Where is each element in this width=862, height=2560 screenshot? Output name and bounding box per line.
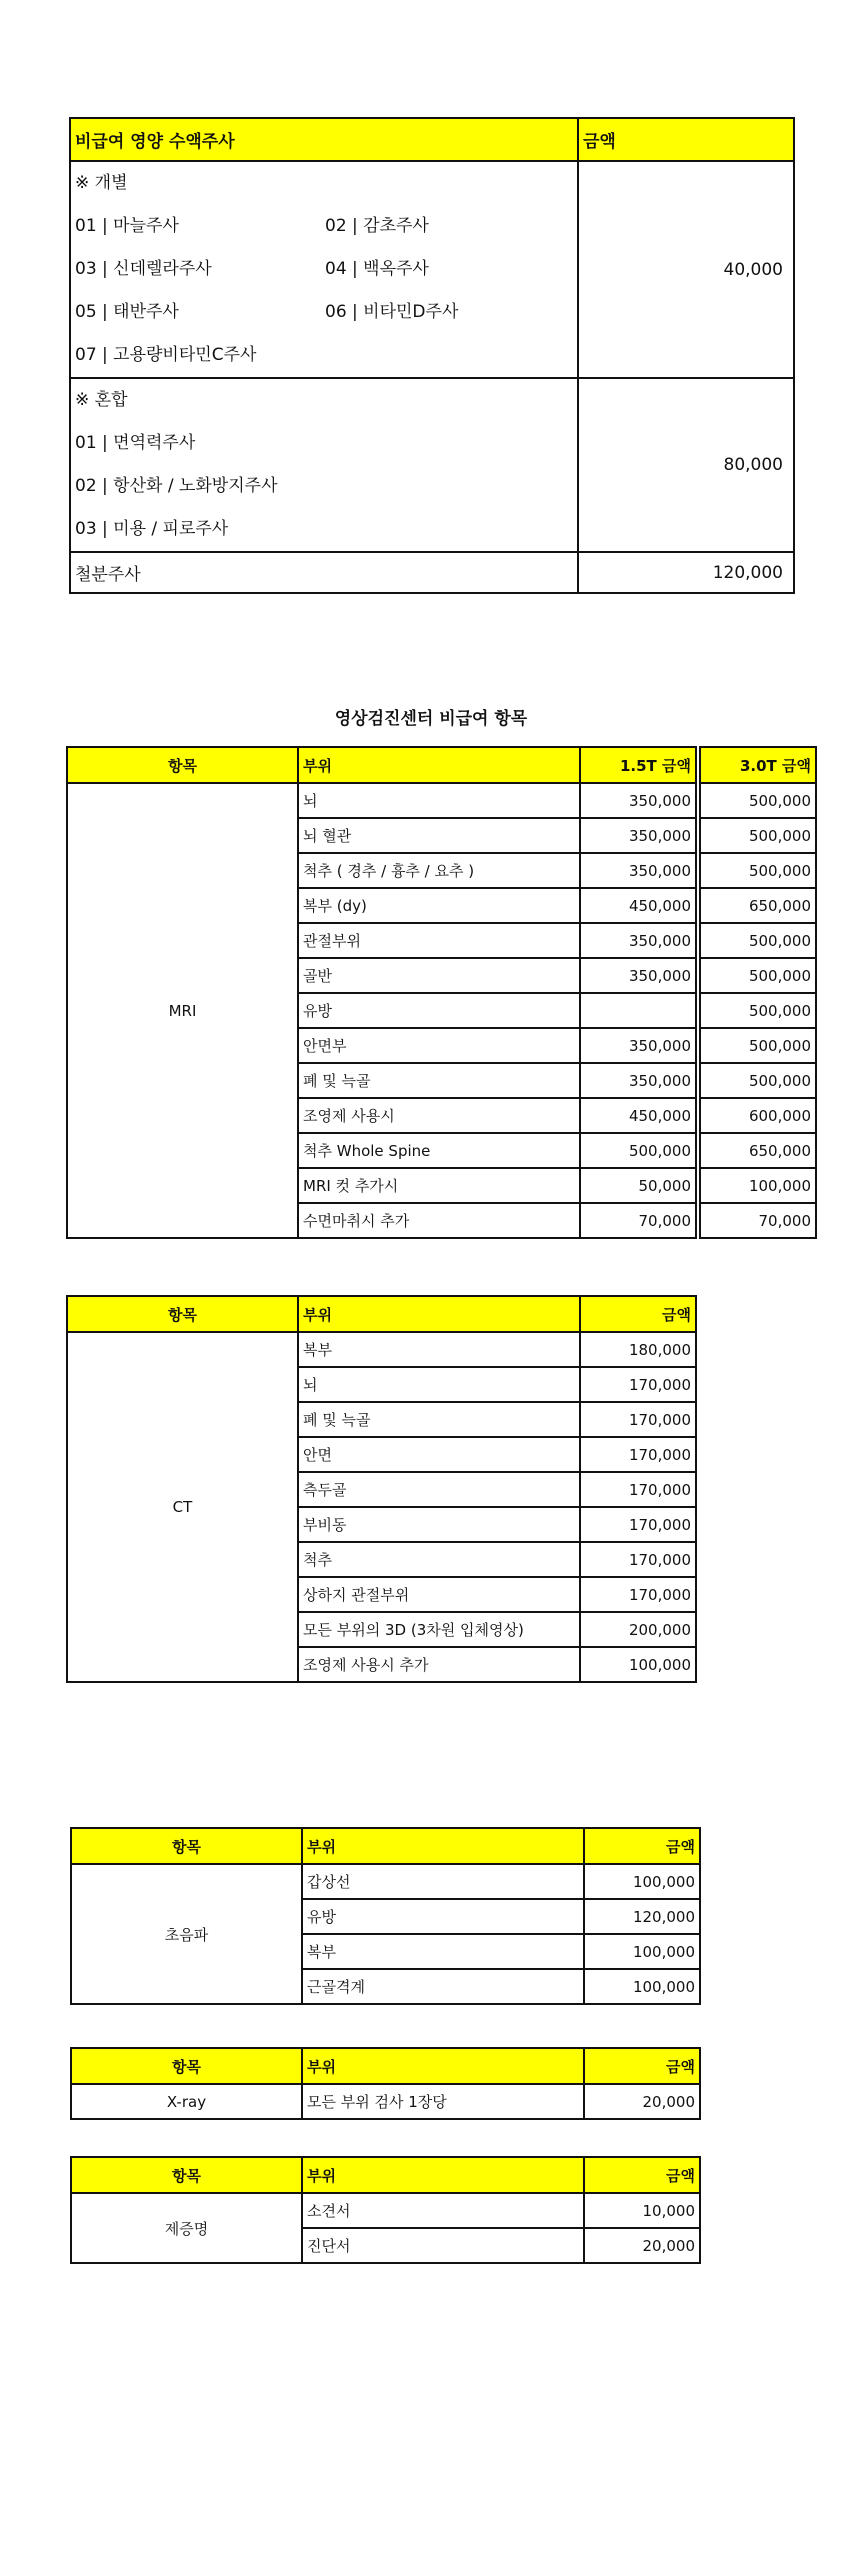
cert-part: 진단서 [302,2228,584,2263]
mri-price-15t: 350,000 [580,1028,696,1063]
mri-price-30t: 500,000 [700,1063,816,1098]
ct-amount: 170,000 [580,1542,696,1577]
xray-amount: 20,000 [584,2084,700,2119]
mri-part: 조영제 사용시 [298,1098,580,1133]
mri-price-15t: 350,000 [580,1063,696,1098]
ct-header-item: 항목 [67,1296,298,1332]
us-header-part: 부위 [302,1828,584,1864]
ct-part: 폐 및 늑골 [298,1402,580,1437]
ct-category: CT [67,1332,298,1682]
ultrasound-table [70,1827,701,2005]
mri-part: 복부 (dy) [298,888,580,923]
ct-part: 측두골 [298,1472,580,1507]
mri-part: 골반 [298,958,580,993]
mri-price-15t: 50,000 [580,1168,696,1203]
table-row [71,1864,700,1899]
ct-part: 뇌 [298,1367,580,1402]
us-header-amount: 금액 [584,1828,700,1864]
ct-part: 부비동 [298,1507,580,1542]
mri-part: 척추 Whole Spine [298,1133,580,1168]
ct-amount: 170,000 [580,1577,696,1612]
ct-amount: 170,000 [580,1472,696,1507]
mri-price-30t: 500,000 [700,783,816,818]
mri-header-item: 항목 [67,747,298,783]
injection-item: 06 | 비타민D주사 [325,302,459,322]
ct-amount: 170,000 [580,1402,696,1437]
cert-header-part: 부위 [302,2157,584,2193]
mri-part: 수면마취시 추가 [298,1203,580,1238]
nutrition-header-item: 비급여 영양 수액주사 [70,118,578,161]
ct-header-amount: 금액 [580,1296,696,1332]
mri-part: 관절부위 [298,923,580,958]
mri-part: 안면부 [298,1028,580,1063]
ct-amount: 170,000 [580,1437,696,1472]
mri-part: 척추 ( 경추 / 흉추 / 요추 ) [298,853,580,888]
injection-item: 03 | 신데렐라주사 [75,259,212,279]
ct-table [66,1295,697,1683]
mri-header-30t: 3.0T 금액 [700,747,816,783]
us-part: 갑상선 [302,1864,584,1899]
mri-price-15t [580,993,696,1028]
mri-price-15t: 500,000 [580,1133,696,1168]
nutrition-header-amount: 금액 [578,118,794,161]
mri-price-30t: 650,000 [700,1133,816,1168]
certificate-table [70,2156,701,2264]
mri-price-15t: 350,000 [580,818,696,853]
mri-category: MRI [67,783,298,1238]
mri-price-30t: 650,000 [700,888,816,923]
mri-price-15t: 350,000 [580,958,696,993]
ct-amount: 170,000 [580,1507,696,1542]
cert-category: 제증명 [71,2193,302,2263]
cert-part: 소견서 [302,2193,584,2228]
us-part: 유방 [302,1899,584,1934]
mri-price-30t: 70,000 [700,1203,816,1238]
ct-amount: 180,000 [580,1332,696,1367]
mri-price-15t: 350,000 [580,853,696,888]
mri-price-30t: 500,000 [700,993,816,1028]
injection-item: 02 | 항산화 / 노화방지주사 [75,476,278,496]
individual-amount: 40,000 [578,161,794,378]
injection-item: 01 | 마늘주사 [75,216,179,236]
cert-header-item: 항목 [71,2157,302,2193]
xray-header-amount: 금액 [584,2048,700,2084]
mri-header-15t: 1.5T 금액 [580,747,696,783]
mri-part: 폐 및 늑골 [298,1063,580,1098]
individual-title: ※ 개별 [75,173,128,193]
mri-price-15t: 70,000 [580,1203,696,1238]
mri-price-30t: 600,000 [700,1098,816,1133]
mixed-injection-list [70,378,578,552]
ct-amount: 170,000 [580,1367,696,1402]
ct-part: 모든 부위의 3D (3차원 입체영상) [298,1612,580,1647]
mri-price-30t: 500,000 [700,818,816,853]
mri-part: 뇌 [298,783,580,818]
mri-price-30t: 500,000 [700,923,816,958]
mri-price-15t: 350,000 [580,783,696,818]
ct-part: 척추 [298,1542,580,1577]
mri-part: MRI 컷 추가시 [298,1168,580,1203]
mri-price-30t: 500,000 [700,853,816,888]
injection-item: 07 | 고용량비타민C주사 [75,345,257,365]
iron-injection-amount: 120,000 [578,552,794,593]
us-amount: 100,000 [584,1934,700,1969]
xray-category: X-ray [71,2084,302,2119]
xray-header-item: 항목 [71,2048,302,2084]
mri-part: 유방 [298,993,580,1028]
ct-amount: 200,000 [580,1612,696,1647]
cert-header-amount: 금액 [584,2157,700,2193]
table-row [71,2084,700,2119]
ct-part: 안면 [298,1437,580,1472]
xray-part: 모든 부위 검사 1장당 [302,2084,584,2119]
table-row [67,1332,696,1367]
mri-price-15t: 450,000 [580,888,696,923]
mixed-title: ※ 혼합 [75,390,128,410]
injection-item: 02 | 감초주사 [325,216,429,236]
us-amount: 100,000 [584,1864,700,1899]
cert-amount: 10,000 [584,2193,700,2228]
mixed-amount: 80,000 [578,378,794,552]
nutrition-injection-table [69,117,795,594]
cert-amount: 20,000 [584,2228,700,2263]
us-amount: 120,000 [584,1899,700,1934]
iron-injection-label: 철분주사 [70,552,578,593]
table-row [71,2193,700,2228]
individual-injection-list [70,161,578,378]
us-category: 초음파 [71,1864,302,2004]
mri-price-30t: 100,000 [700,1168,816,1203]
us-part: 근골격계 [302,1969,584,2004]
injection-item: 05 | 태반주사 [75,302,179,322]
us-amount: 100,000 [584,1969,700,2004]
injection-item: 04 | 백옥주사 [325,259,429,279]
mri-price-15t: 350,000 [580,923,696,958]
injection-item: 01 | 면역력주사 [75,433,196,453]
mri-table [66,746,817,1239]
us-part: 복부 [302,1934,584,1969]
mri-header-part: 부위 [298,747,580,783]
xray-table [70,2047,701,2120]
ct-header-part: 부위 [298,1296,580,1332]
mri-price-30t: 500,000 [700,958,816,993]
injection-item: 03 | 미용 / 피로주사 [75,519,229,539]
mri-part: 뇌 혈관 [298,818,580,853]
ct-amount: 100,000 [580,1647,696,1682]
us-header-item: 항목 [71,1828,302,1864]
ct-part: 조영제 사용시 추가 [298,1647,580,1682]
mri-price-30t: 500,000 [700,1028,816,1063]
ct-part: 상하지 관절부위 [298,1577,580,1612]
imaging-center-title: 영상검진센터 비급여 항목 [334,709,528,729]
mri-price-15t: 450,000 [580,1098,696,1133]
xray-header-part: 부위 [302,2048,584,2084]
table-row [67,783,816,818]
ct-part: 복부 [298,1332,580,1367]
